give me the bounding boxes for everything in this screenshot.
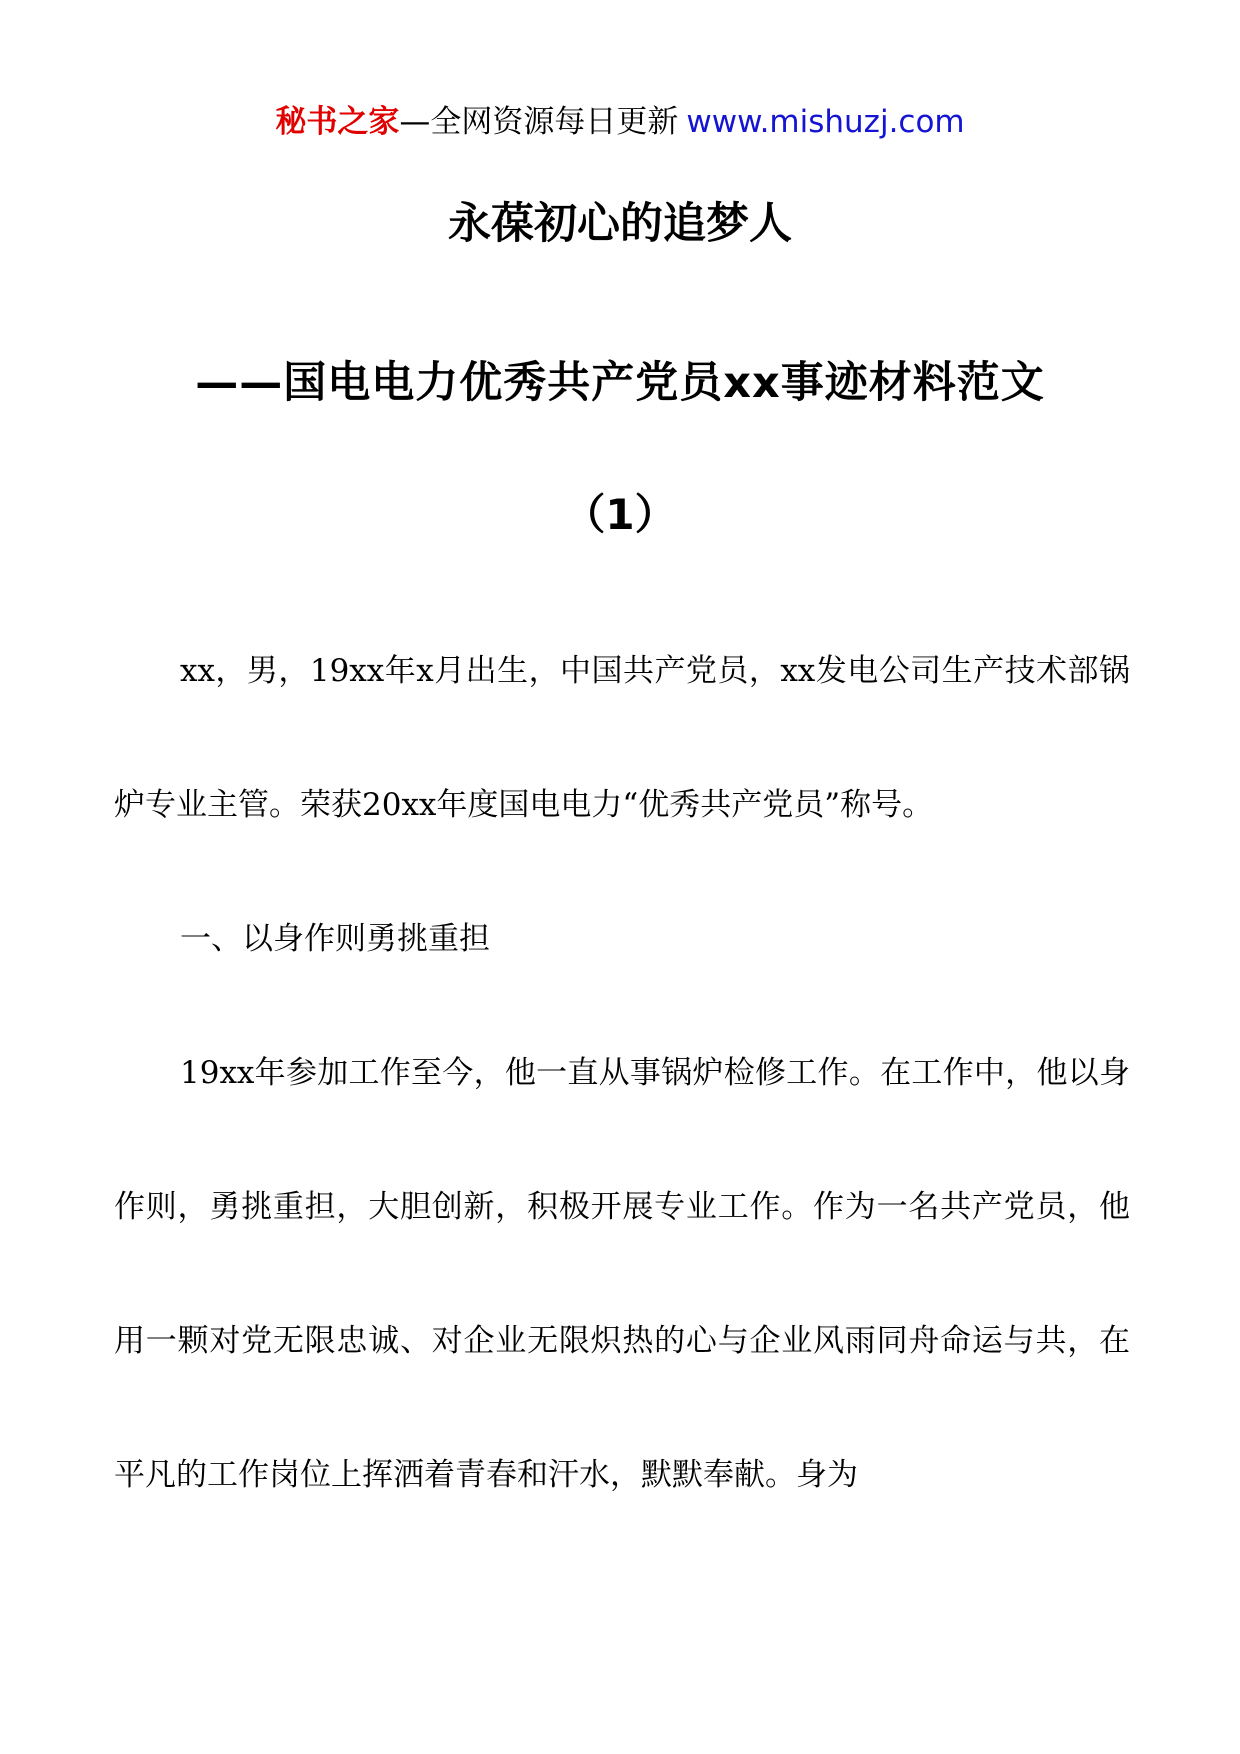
document-part-number: （1）	[563, 490, 677, 539]
document-body	[114, 604, 1130, 1542]
body-paragraph-intro: xx，男，19xx年x月出生，中国共产党员，xx发电公司生产技术部锅炉专业主管。荣获20xx年度国电电力“优秀共产党员”称号。	[114, 653, 1130, 823]
body-paragraph-section-1: 19xx年参加工作至今，他一直从事锅炉检修工作。在工作中，他以身作则，勇挑重担，大胆创新，积极开展专业工作。作为一名共产党员，他用一颗对党无限忠诚、对企业无限炽热的心与企业风雨同舟命运与共，在平凡的工作岗位上挥洒着青春和汗水，默默奉献。身为	[114, 1055, 1130, 1493]
site-url-link[interactable]: www.mishuzj.com	[686, 104, 965, 140]
document-title: 永葆初心的追梦人	[448, 199, 792, 249]
document-subtitle: ——国电电力优秀共产党员xx事迹材料范文	[195, 358, 1045, 408]
section-heading-1: 一、以身作则勇挑重担	[180, 921, 490, 957]
site-header	[0, 100, 1240, 144]
site-brand: 秘书之家	[275, 104, 400, 140]
site-tagline: —全网资源每日更新	[399, 104, 679, 140]
